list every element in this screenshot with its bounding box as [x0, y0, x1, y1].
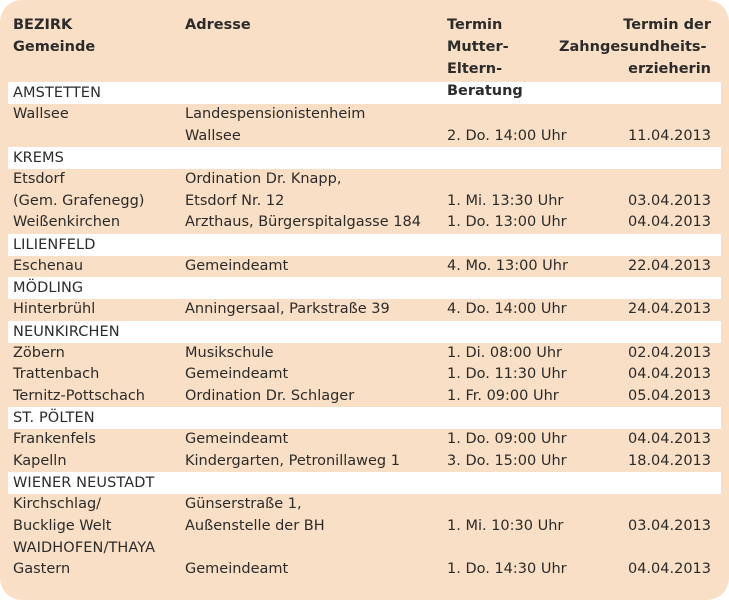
adresse-cell	[185, 494, 325, 537]
gemeinde-cell	[13, 343, 65, 365]
district-band: AMSTETTEN	[8, 82, 721, 104]
gemeinde-cell-line: Kirchschlag/	[13, 496, 102, 512]
datum-cell: 04.04.2013	[627, 214, 711, 230]
header-zahn-line2: Zahngesundheits-	[559, 39, 707, 55]
adresse-cell-line: Wallsee	[185, 127, 241, 144]
gemeinde-cell-line: Trattenbach	[13, 366, 100, 382]
adresse-cell	[185, 212, 421, 234]
header-mutter-line2: Eltern-	[447, 61, 503, 77]
gemeinde-cell-line: (Gem. Grafenegg)	[13, 192, 145, 209]
header-termin-zahn	[559, 14, 711, 80]
table-row	[8, 386, 721, 408]
adresse-cell	[185, 386, 354, 408]
schedule-table	[8, 14, 721, 581]
table-row	[8, 364, 721, 386]
header-adresse: Adresse	[185, 17, 251, 33]
header-bezirk: BEZIRK	[13, 17, 73, 33]
table-row	[8, 559, 721, 581]
gemeinde-cell	[13, 429, 96, 451]
termin-cell: 1. Di. 08:00 Uhr	[447, 344, 563, 361]
table-row	[8, 256, 721, 278]
gemeinde-cell-line: Eschenau	[13, 257, 84, 274]
district-band: KREMS	[8, 147, 721, 169]
header-zahn-line1: Termin der	[623, 17, 711, 33]
table-row	[8, 494, 721, 537]
adresse-cell-line: Etsdorf Nr. 12	[185, 192, 285, 209]
datum-cell: 05.04.2013	[627, 387, 711, 404]
header-termin-mutter	[447, 14, 565, 102]
table-row	[8, 429, 721, 451]
termin-cell: 4. Mo. 13:00 Uhr	[447, 257, 568, 274]
district-band: MÖDLING	[8, 277, 721, 299]
termin-cell: 1. Do. 13:00 Uhr	[447, 214, 567, 230]
gemeinde-cell	[13, 559, 70, 581]
termin-cell: 1. Fr. 09:00 Uhr	[447, 387, 559, 404]
termin-cell: 3. Do. 15:00 Uhr	[447, 452, 567, 469]
adresse-cell-line: Kindergarten, Petronillaweg 1	[185, 452, 400, 469]
gemeinde-cell	[13, 451, 67, 473]
gemeinde-cell-line: Frankenfels	[13, 431, 96, 447]
district-band: WIENER NEUSTADT	[8, 472, 721, 494]
district-band: ST. PÖLTEN	[8, 407, 721, 429]
adresse-cell-line: Günserstraße 1,	[185, 496, 302, 512]
gemeinde-cell-line: Wallsee	[13, 106, 69, 122]
gemeinde-cell-line: Etsdorf	[13, 171, 65, 187]
table-row	[8, 104, 721, 147]
termin-cell: 2. Do. 14:00 Uhr	[447, 127, 567, 144]
adresse-cell-line: Anningersaal, Parkstraße 39	[185, 301, 390, 317]
gemeinde-cell	[13, 256, 83, 278]
table-body	[8, 82, 721, 581]
gemeinde-cell	[13, 386, 145, 408]
datum-cell: 18.04.2013	[627, 452, 711, 469]
datum-cell: 22.04.2013	[627, 257, 711, 274]
datum-cell: 04.04.2013	[627, 561, 711, 577]
adresse-cell	[185, 256, 288, 278]
gemeinde-cell-line: Gastern	[13, 561, 71, 577]
adresse-cell-line: Gemeindeamt	[185, 431, 289, 447]
table-row	[8, 212, 721, 234]
adresse-cell-line: Arzthaus, Bürgerspitalgasse 184	[185, 214, 421, 230]
gemeinde-cell-line: Hinterbrühl	[13, 301, 96, 317]
datum-cell: 11.04.2013	[627, 127, 711, 144]
header-gemeinde: Gemeinde	[13, 39, 96, 55]
gemeinde-cell	[13, 494, 111, 537]
gemeinde-cell-line: Bucklige Welt	[13, 517, 112, 534]
adresse-cell	[185, 451, 400, 473]
datum-cell: 04.04.2013	[627, 366, 711, 382]
header-bezirk-gemeinde	[13, 14, 95, 58]
termin-cell: 4. Do. 14:00 Uhr	[447, 301, 567, 317]
datum-cell: 24.04.2013	[627, 301, 711, 317]
datum-cell: 02.04.2013	[627, 344, 711, 361]
datum-cell: 04.04.2013	[627, 431, 711, 447]
adresse-cell	[185, 104, 365, 147]
adresse-cell-line: Ordination Dr. Schlager	[185, 387, 355, 404]
adresse-cell	[185, 559, 288, 581]
gemeinde-cell	[13, 212, 120, 234]
adresse-cell-line: Ordination Dr. Knapp,	[185, 171, 342, 187]
adresse-cell	[185, 364, 288, 386]
gemeinde-cell	[13, 169, 144, 212]
gemeinde-cell-line: Ternitz-Pottschach	[13, 387, 146, 404]
district-band: NEUNKIRCHEN	[8, 321, 721, 343]
termin-cell: 1. Do. 14:30 Uhr	[447, 561, 567, 577]
gemeinde-cell	[13, 364, 99, 386]
header-mutter-line1: Termin Mutter-	[447, 17, 509, 55]
adresse-cell-line: Außenstelle der BH	[185, 517, 325, 534]
adresse-cell	[185, 299, 390, 321]
adresse-cell-line: Musikschule	[185, 344, 274, 361]
adresse-cell-line: Landespensionistenheim	[185, 106, 366, 122]
datum-cell: 03.04.2013	[627, 517, 711, 534]
table-row	[8, 169, 721, 212]
termin-cell: 1. Mi. 13:30 Uhr	[447, 192, 564, 209]
adresse-cell-line: Gemeindeamt	[185, 257, 289, 274]
district-band: LILIENFELD	[8, 234, 721, 256]
gemeinde-cell	[13, 299, 95, 321]
table-row	[8, 451, 721, 473]
header-zahn-line3: erzieherin	[628, 61, 711, 77]
table-row	[8, 299, 721, 321]
datum-cell: 03.04.2013	[627, 192, 711, 209]
adresse-cell-line: Gemeindeamt	[185, 561, 289, 577]
district-band: WAIDHOFEN/THAYA	[13, 540, 156, 556]
adresse-cell	[185, 429, 288, 451]
gemeinde-cell-line: Weißenkirchen	[13, 214, 121, 230]
adresse-cell-line: Gemeindeamt	[185, 366, 289, 382]
adresse-cell	[185, 169, 341, 212]
header-mutter-line3: Beratung	[447, 83, 523, 99]
gemeinde-cell	[13, 104, 69, 126]
table-row	[8, 343, 721, 365]
adresse-cell	[185, 343, 274, 365]
gemeinde-cell-line: Zöbern	[13, 344, 65, 361]
termin-cell: 1. Do. 09:00 Uhr	[447, 431, 567, 447]
termin-cell: 1. Mi. 10:30 Uhr	[447, 517, 564, 534]
termin-cell: 1. Do. 11:30 Uhr	[447, 366, 567, 382]
gemeinde-cell-line: Kapelln	[13, 452, 67, 469]
